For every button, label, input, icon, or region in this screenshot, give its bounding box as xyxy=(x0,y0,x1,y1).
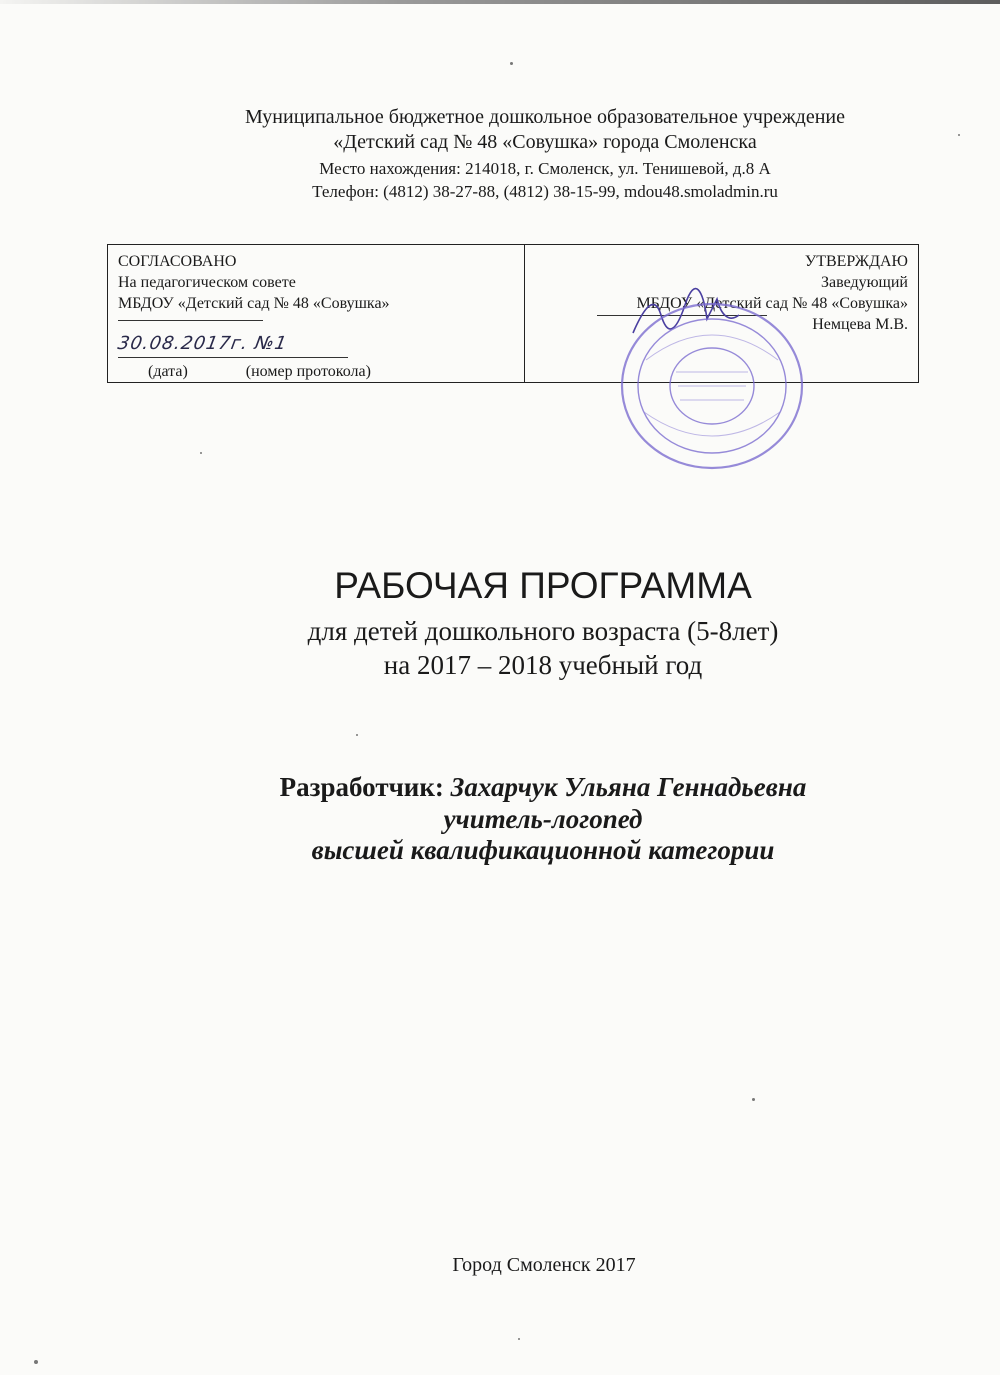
approved-position: Заведующий xyxy=(820,274,908,291)
scan-speck xyxy=(356,734,358,736)
approved-org: МБДОУ «Детский сад № 48 «Совушка» xyxy=(636,295,908,312)
scan-speck xyxy=(34,1360,38,1364)
label-date: (дата) xyxy=(148,363,188,380)
city-year: Город Смоленск 2017 xyxy=(452,1254,636,1276)
org-name-line2: «Детский сад № 48 «Совушка» города Смоленска xyxy=(333,131,757,153)
label-protocol: (номер протокола) xyxy=(245,363,371,380)
scan-speck xyxy=(518,1338,520,1340)
scan-speck xyxy=(200,452,202,454)
approved-name: Немцева М.В. xyxy=(812,316,908,333)
document-subtitle-age: для детей дошкольного возраста (5-8лет) xyxy=(307,616,779,646)
approved-title: УТВЕРЖДАЮ xyxy=(804,253,908,270)
document-title: РАБОЧАЯ ПРОГРАММА xyxy=(334,565,752,606)
scan-speck xyxy=(958,134,960,136)
developer-label: Разработчик: xyxy=(279,772,444,802)
agreed-title: СОГЛАСОВАНО xyxy=(118,253,237,270)
approval-agreed-cell xyxy=(108,245,525,382)
blank-line xyxy=(118,320,263,321)
round-stamp-icon xyxy=(616,300,808,472)
developer-line xyxy=(0,772,1000,803)
agreed-org: МБДОУ «Детский сад № 48 «Совушка» xyxy=(118,295,390,312)
document-subtitle-year: на 2017 – 2018 учебный год xyxy=(383,650,703,680)
scan-top-edge xyxy=(0,0,1000,4)
scan-speck xyxy=(752,1098,755,1101)
date-protocol-labels xyxy=(148,361,425,382)
org-contacts: Телефон: (4812) 38-27-88, (4812) 38-15-99, mdou48.smoladmin.ru xyxy=(312,182,778,201)
developer-position: учитель-логопед xyxy=(443,804,643,834)
agreed-council: На педагогическом совете xyxy=(118,274,296,291)
scan-speck xyxy=(510,62,513,65)
handwritten-date-protocol: 30.08.2017г. №1 xyxy=(118,333,348,358)
developer-name: Захарчук Ульяна Геннадьевна xyxy=(450,772,807,802)
developer-category: высшей квалификационной категории xyxy=(311,835,775,865)
org-name-line1: Муниципальное бюджетное дошкольное образовательное учреждение xyxy=(245,106,845,128)
org-address: Место нахождения: 214018, г. Смоленск, ул. Тенишевой, д.8 А xyxy=(319,159,771,178)
